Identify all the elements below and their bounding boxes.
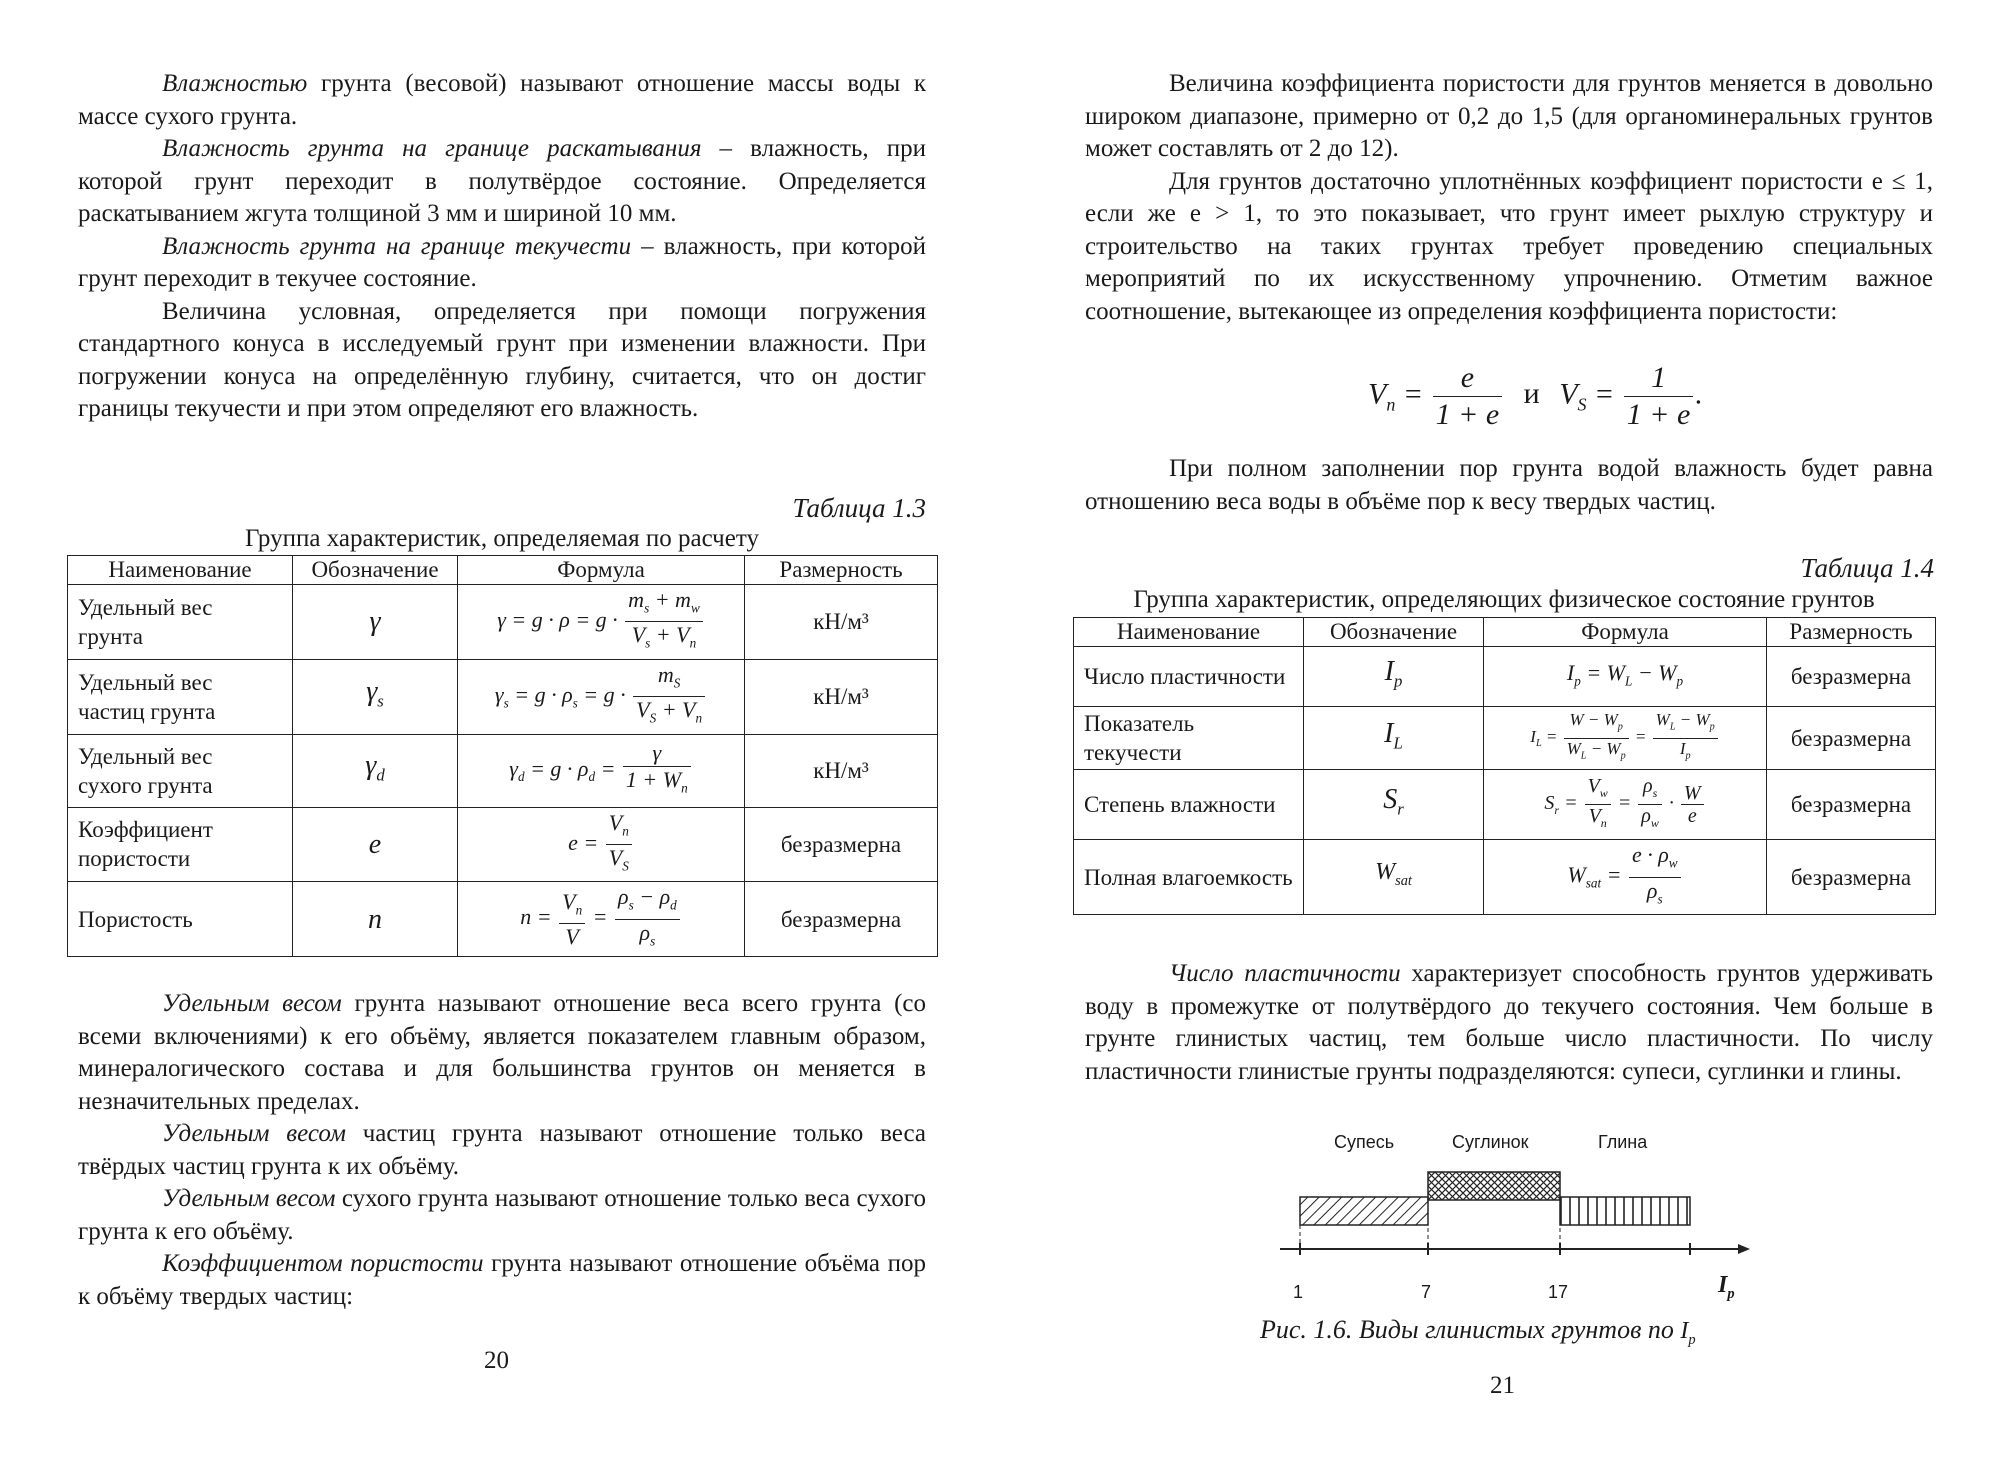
para-porosity-range: Величина коэффициента пористости для грунтов меняется в довольно широком диапазоне, примерно от 0,2 до 1,5 (для органоминеральных грунтов может составлять от 2 до 12). (1085, 70, 1933, 162)
table-1-3-title: Группа характеристик, определяемая по расчету (245, 525, 759, 552)
header-name: Наименование (68, 556, 293, 585)
row-formula: n = $\frac{V_n}{V}$ = $\frac{\rho_s - \rho_d}{\rho_s}$ (458, 882, 745, 957)
row-symbol: $S_r$ (1304, 770, 1484, 840)
left-text-bottom (78, 988, 926, 1313)
table-row (1074, 707, 1936, 770)
header-dimension: Размерность (1767, 618, 1936, 647)
table-1-4 (1073, 617, 1936, 915)
porosity-relation-formula: $V_n$ = $\frac{e}{1 + e}$ и $V_S$ = $\frac{1}{1 + e}$ . (1368, 361, 1703, 431)
para-moisture: Влажностью грунта (весовой) называют отношение массы воды к массе сухого грунта. (78, 70, 926, 130)
row-name: Удельный вес грунта (68, 585, 293, 660)
tick-17: 17 (1548, 1282, 1569, 1302)
table-row (1074, 647, 1936, 707)
para-unit-weight: Удельным весом грунта называют отношение веса всего грунта (со всеми включениями) к его объёму, является показателем главным образом, минералогического состава и для большинства грунтов он меняется в незначительных пределах. (78, 990, 927, 1115)
para-dry-weight: Удельным весом сухого грунта называют отношение только веса сухого грунта к его объёму. (78, 1185, 926, 1245)
table-header-row (1074, 618, 1936, 647)
left-text-top (78, 68, 926, 426)
bar-sandy-loam (1300, 1197, 1428, 1225)
header-symbol: Обозначение (1304, 618, 1484, 647)
header-formula: Формула (1484, 618, 1767, 647)
header-name: Наименование (1074, 618, 1304, 647)
header-dimension: Размерность (745, 556, 938, 585)
row-dimension: безразмерна (745, 807, 938, 882)
row-dimension: безразмерна (1767, 770, 1936, 840)
row-name: Пористость (68, 882, 293, 957)
row-name: Коэффициент пористости (68, 807, 293, 882)
row-symbol: n (293, 882, 458, 957)
tick-7: 7 (1421, 1282, 1432, 1302)
soil-types-diagram (1260, 1165, 1760, 1255)
table-row (1074, 840, 1936, 915)
para-liquid-limit: Влажность грунта на границе текучести – влажность, при которой грунт переходит в текучее состояние. (78, 232, 926, 292)
para-saturation: При полном заполнении пор грунта водой влажность будет равна отношению веса воды в объёме пор к весу твердых частиц. (1085, 455, 1933, 515)
table-row (68, 882, 938, 957)
right-text-bottom (1085, 958, 1933, 1088)
row-formula: $W_{sat}$ = $\frac{e \cdot \rho_w}{\rho_s}$ (1484, 840, 1767, 915)
row-name: Удельный вес сухого грунта (68, 734, 293, 807)
page-number-right: 21 (1490, 1372, 1515, 1399)
row-name: Полная влагоемкость (1074, 840, 1304, 915)
para-rolling-limit: Влажность грунта на границе раскатывания – влажность, при которой грунт переходит в полутвёрдое состояние. Определяется раскатыванием жгута толщиной 3 мм и шириной 10 мм. (78, 135, 926, 227)
page-number-left: 20 (484, 1347, 509, 1374)
row-symbol: $\gamma_s$ (293, 659, 458, 734)
row-formula: γ = g · ρ = g · $\frac{m_s + m_w}{V_s + V_n}$ (458, 585, 745, 660)
table-header-row (68, 556, 938, 585)
row-name: Удельный вес частиц грунта (68, 659, 293, 734)
row-dimension: кН/м³ (745, 659, 938, 734)
row-name: Степень влажности (1074, 770, 1304, 840)
legend-clay: Глина (1598, 1132, 1648, 1152)
row-dimension: безразмерна (1767, 647, 1936, 707)
legend-sandy-loam: Супесь (1334, 1132, 1395, 1152)
table-1-3-label: Таблица 1.3 (792, 493, 926, 523)
table-row (68, 734, 938, 807)
legend-loam: Суглинок (1452, 1132, 1529, 1152)
right-text-top (1085, 68, 1933, 328)
para-cone: Величина условная, определяется при помощи погружения стандартного конуса в исследуемый грунт при изменении влажности. При погружении конуса на определённую глубину, считается, что он достиг границы текучести и при этом определяют его влажность. (78, 297, 926, 422)
row-formula: $S_r$ = $\frac{V_w}{V_n}$ = $\frac{\rho_s}{\rho_w}$ · $\frac{W}{e}$ (1484, 770, 1767, 840)
row-formula: e = $\frac{V_n}{V_S}$ (458, 807, 745, 882)
row-symbol: $I_p$ (1304, 647, 1484, 707)
bar-clay (1560, 1197, 1690, 1225)
figure-caption: Рис. 1.6. Виды глинистых грунтов по $I_p$ (1260, 1315, 1696, 1348)
table-1-4-title: Группа характеристик, определяющих физическое состояние грунтов (1133, 586, 1875, 613)
header-symbol: Обозначение (293, 556, 458, 585)
bar-loam (1428, 1172, 1560, 1200)
para-particle-weight: Удельным весом частиц грунта называют отношение только веса твёрдых частиц грунта к их объёму. (78, 1120, 926, 1180)
table-1-3 (67, 555, 938, 957)
para-plasticity: Число пластичности характеризует способность грунтов удерживать воду в промежутке от полутвёрдого до текучего состояния. Чем больше в грунте глинистых частиц, тем больше число пластичности. По числу пластичности глинистые грунты подразделяются: супеси, суглинки и глины. (1085, 960, 1933, 1085)
table-row (68, 807, 938, 882)
row-symbol: e (293, 807, 458, 882)
row-symbol: $I_L$ (1304, 707, 1484, 770)
right-page (1000, 0, 2000, 1463)
table-row (68, 585, 938, 660)
row-formula: $\gamma_s = g \cdot \rho_s = g$ · $\frac{m_S}{V_S + V_n}$ (458, 659, 745, 734)
row-formula: $I_L$ = $\frac{W - W_p}{W_L - W_p}$ = $\frac{W_L - W_p}{I_p}$ (1484, 707, 1767, 770)
row-dimension: безразмерна (745, 882, 938, 957)
table-1-4-label: Таблица 1.4 (1800, 553, 1934, 583)
header-formula: Формула (458, 556, 745, 585)
table-row (1074, 770, 1936, 840)
para-dense-soils: Для грунтов достаточно уплотнённых коэффициент пористости e ≤ 1, если же e > 1, то это показывает, что грунт имеет рыхлую структуру и строительство на таких грунтах требует проведению специальных мероприятий по их искусственному упрочнению. Отметим важное соотношение, вытекающее из определения коэффициента пористости: (1085, 167, 1933, 325)
axis-label-ip: $I_p$ (1718, 1272, 1735, 1302)
row-symbol: γ (293, 585, 458, 660)
row-symbol: $W_{sat}$ (1304, 840, 1484, 915)
row-formula: $\gamma_d = g \cdot \rho_d$ = $\frac{\gamma}{1 + W_n}$ (458, 734, 745, 807)
row-symbol: $\gamma_d$ (293, 734, 458, 807)
row-name: Показатель текучести (1074, 707, 1304, 770)
row-dimension: кН/м³ (745, 734, 938, 807)
row-dimension: безразмерна (1767, 707, 1936, 770)
row-dimension: кН/м³ (745, 585, 938, 660)
right-text-middle (1085, 453, 1933, 518)
table-row (68, 659, 938, 734)
tick-1: 1 (1293, 1282, 1304, 1302)
row-formula: $I_p = W_L - W_p$ (1484, 647, 1767, 707)
row-name: Число пластичности (1074, 647, 1304, 707)
para-porosity-coef: Коэффициентом пористости грунта называют отношение объёма пор к объёму твердых частиц: (78, 1250, 926, 1310)
row-dimension: безразмерна (1767, 840, 1936, 915)
